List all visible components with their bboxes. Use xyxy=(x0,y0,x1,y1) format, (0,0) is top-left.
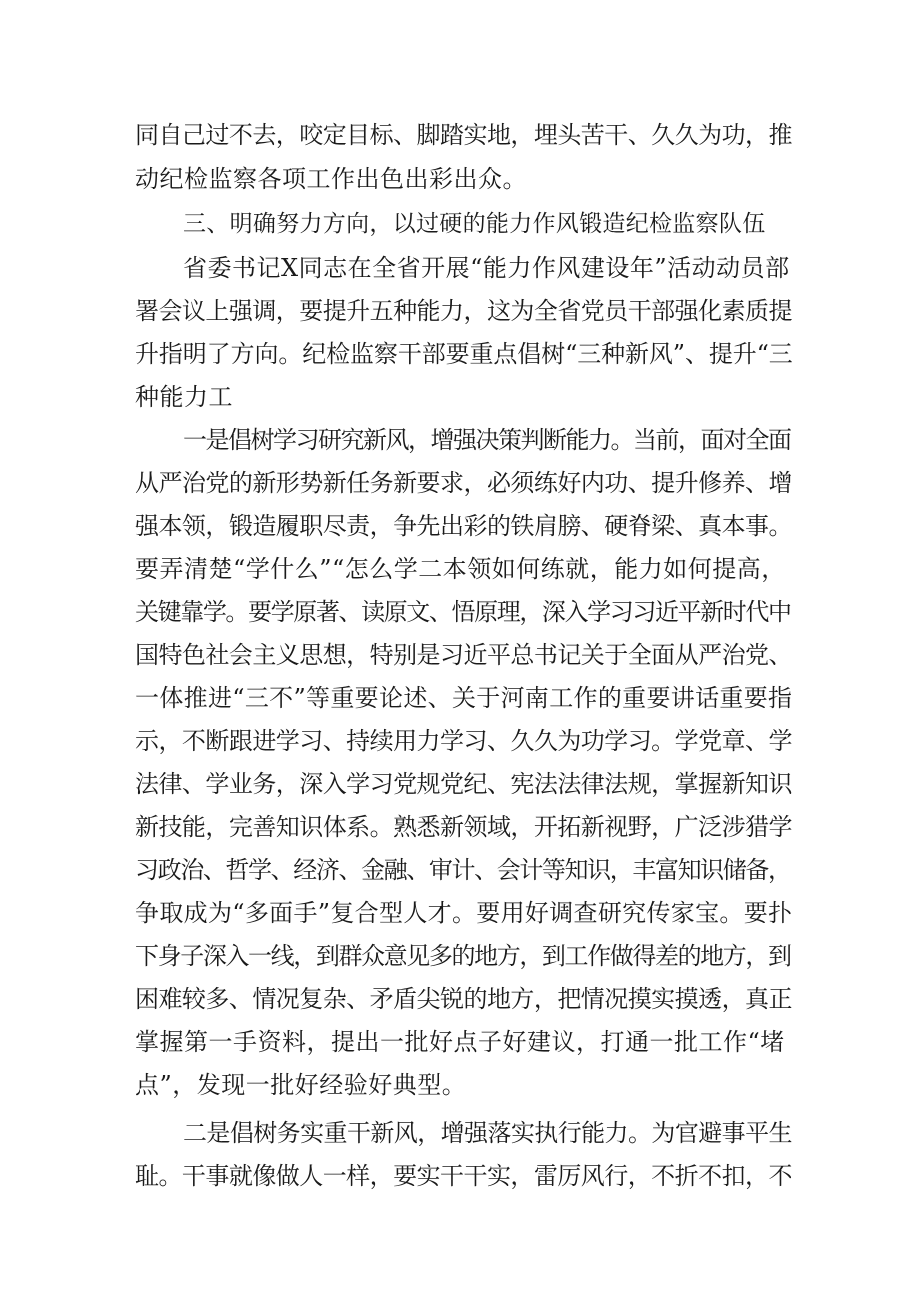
body-line: 二是倡树务实重干新风，增强落实执行能力。为官避事平生 xyxy=(183,1119,792,1147)
body-line: 困难较多、情况复杂、矛盾尖锐的地方，把情况摸实摸透，真正 xyxy=(135,985,792,1013)
body-line: 掌握第一手资料，提出一批好点子好建议，打通一批工作“堵 xyxy=(135,1028,785,1056)
body-line: 升指明了方向。纪检监察干部要重点倡树“三种新风”、提升“三 xyxy=(135,340,793,368)
body-line: 省委书记X同志在全省开展“能力作风建设年”活动动员部 xyxy=(183,254,790,282)
body-line: 点”，发现一批好经验好典型。 xyxy=(135,1071,467,1099)
body-line: 关键靠学。要学原著、读原文、悟原理，深入学习习近平新时代中 xyxy=(135,598,791,626)
body-line: 同自己过不去，咬定目标、脚踏实地，埋头苦干、久久为功，推 xyxy=(135,121,792,149)
body-line: 法律、学业务，深入学习党规党纪、宪法法律法规，掌握新知识 xyxy=(135,770,792,798)
body-line: 一体推进“三不”等重要论述、关于河南工作的重要讲话重要指 xyxy=(135,684,793,712)
body-line: 种能力工 xyxy=(135,383,233,411)
body-line: 从严治党的新形势新任务新要求，必须练好内功、提升修养、增 xyxy=(135,469,792,497)
body-line: 动纪检监察各项工作出色出彩出众。 xyxy=(135,165,527,193)
body-line: 新技能，完善知识体系。熟悉新领域，开拓新视野，广泛涉猎学 xyxy=(135,813,792,841)
body-line: 争取成为“多面手”复合型人才。要用好调查研究传家宝。要扑 xyxy=(135,899,793,927)
body-line: 习政治、哲学、经济、金融、审计、会计等知识，丰富知识储备， xyxy=(135,856,791,884)
body-line: 下身子深入一线，到群众意见多的地方，到工作做得差的地方，到 xyxy=(135,942,791,970)
body-line: 要弄清楚“学什么”“怎么学二本领如何练就，能力如何提高， xyxy=(135,555,786,583)
body-line: 耻。干事就像做人一样，要实干干实，雷厉风行，不折不扣，不 xyxy=(135,1162,792,1190)
body-line: 署会议上强调，要提升五种能力，这为全省党员干部强化素质提 xyxy=(135,297,792,325)
body-line: 一是倡树学习研究新风，增强决策判断能力。当前，面对全面 xyxy=(183,426,791,454)
body-line: 强本领，锻造履职尽责，争先出彩的铁肩膀、硬脊梁、真本事。 xyxy=(135,512,792,540)
body-line: 国特色社会主义思想，特别是习近平总书记关于全面从严治党、 xyxy=(135,641,792,669)
body-line: 示，不断跟进学习、持续用力学习、久久为功学习。学党章、学 xyxy=(135,727,792,755)
section-heading: 三、明确努力方向，以过硬的能力作风锻造纪检监察队伍 xyxy=(183,211,766,237)
